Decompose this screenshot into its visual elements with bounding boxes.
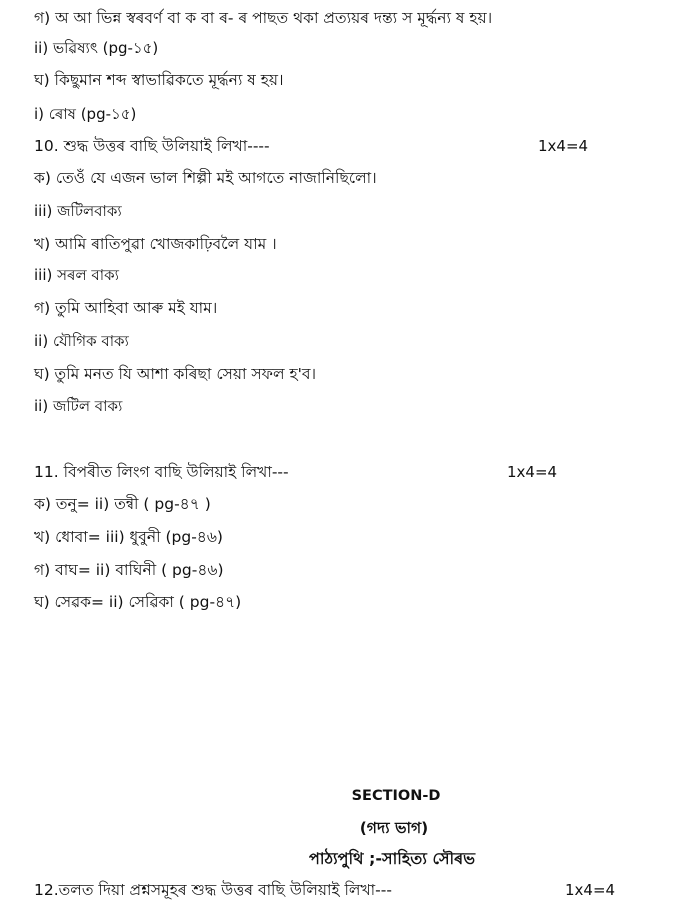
q10-option-a: ক) তেওঁ যে এজন ভাল শিল্পী মই আগতে নাজানিছিলো। xyxy=(34,169,377,187)
textbook-title: পাঠ্যপুথি ;-সাহিত্য সৌৰভ xyxy=(308,849,476,868)
q10-answer-c: ii) যৌগিক বাক্য xyxy=(34,332,129,350)
q9-answer-d: i) ৰোষ (pg-১৫) xyxy=(34,105,137,123)
section-subtitle: (গদ্য ভাগ) xyxy=(359,819,429,837)
q11-heading: 11. বিপৰীত লিংগ বাছি উলিয়াই লিখা--- xyxy=(34,463,289,481)
q11-item-b: খ) ধোবা= iii) ধুবুনী (pg-৪৬) xyxy=(34,528,223,546)
q9-option-d: ঘ) কিছুমান শব্দ স্বাভাৱিকতে মূৰ্দ্ধন্য ষ হয়। xyxy=(34,71,284,89)
q11-item-c: গ) বাঘ= ii) বাঘিনী ( pg-৪৬) xyxy=(34,561,224,579)
q11-item-d: ঘ) সেৱক= ii) সেৱিকা ( pg-৪৭) xyxy=(34,593,242,611)
q12-marks: 1x4=4 xyxy=(565,881,616,899)
q9-answer-c: ii) ভৱিষ্যৎ (pg-১৫) xyxy=(34,39,159,57)
section-title: SECTION-D xyxy=(351,788,441,804)
q10-marks: 1x4=4 xyxy=(538,137,589,155)
q11-item-a: ক) তনু= ii) তন্বী ( pg-৪৭ ) xyxy=(34,495,211,513)
q9-option-c: গ) অ আ ভিন্ন স্বৰবৰ্ণ বা ক বা ৰ- ৰ পাছত থকা প্ৰত্যয়ৰ দন্ত্য স মূৰ্দ্ধন্য ষ হয়। xyxy=(34,9,493,27)
q10-answer-d: ii) জটিল বাক্য xyxy=(34,397,123,415)
q10-option-b: খ) আমি ৰাতিপুৱা খোজকাঢ়িবলৈ যাম । xyxy=(34,235,277,253)
q11-marks: 1x4=4 xyxy=(507,463,558,481)
q10-answer-a: iii) জটিলবাক্য xyxy=(34,202,122,220)
q10-option-c: গ) তুমি আহিবা আৰু মই যাম। xyxy=(34,299,218,317)
q12-heading: 12.তলত দিয়া প্ৰশ্নসমূহৰ শুদ্ধ উত্তৰ বাছি উলিয়াই লিখা--- xyxy=(34,881,392,899)
q10-option-d: ঘ) তুমি মনত যি আশা কৰিছা সেয়া সফল হ'ব। xyxy=(34,365,317,383)
q10-answer-b: iii) সৰল বাক্য xyxy=(34,266,119,284)
q10-heading: 10. শুদ্ধ উত্তৰ বাছি উলিয়াই লিখা---- xyxy=(34,137,270,155)
